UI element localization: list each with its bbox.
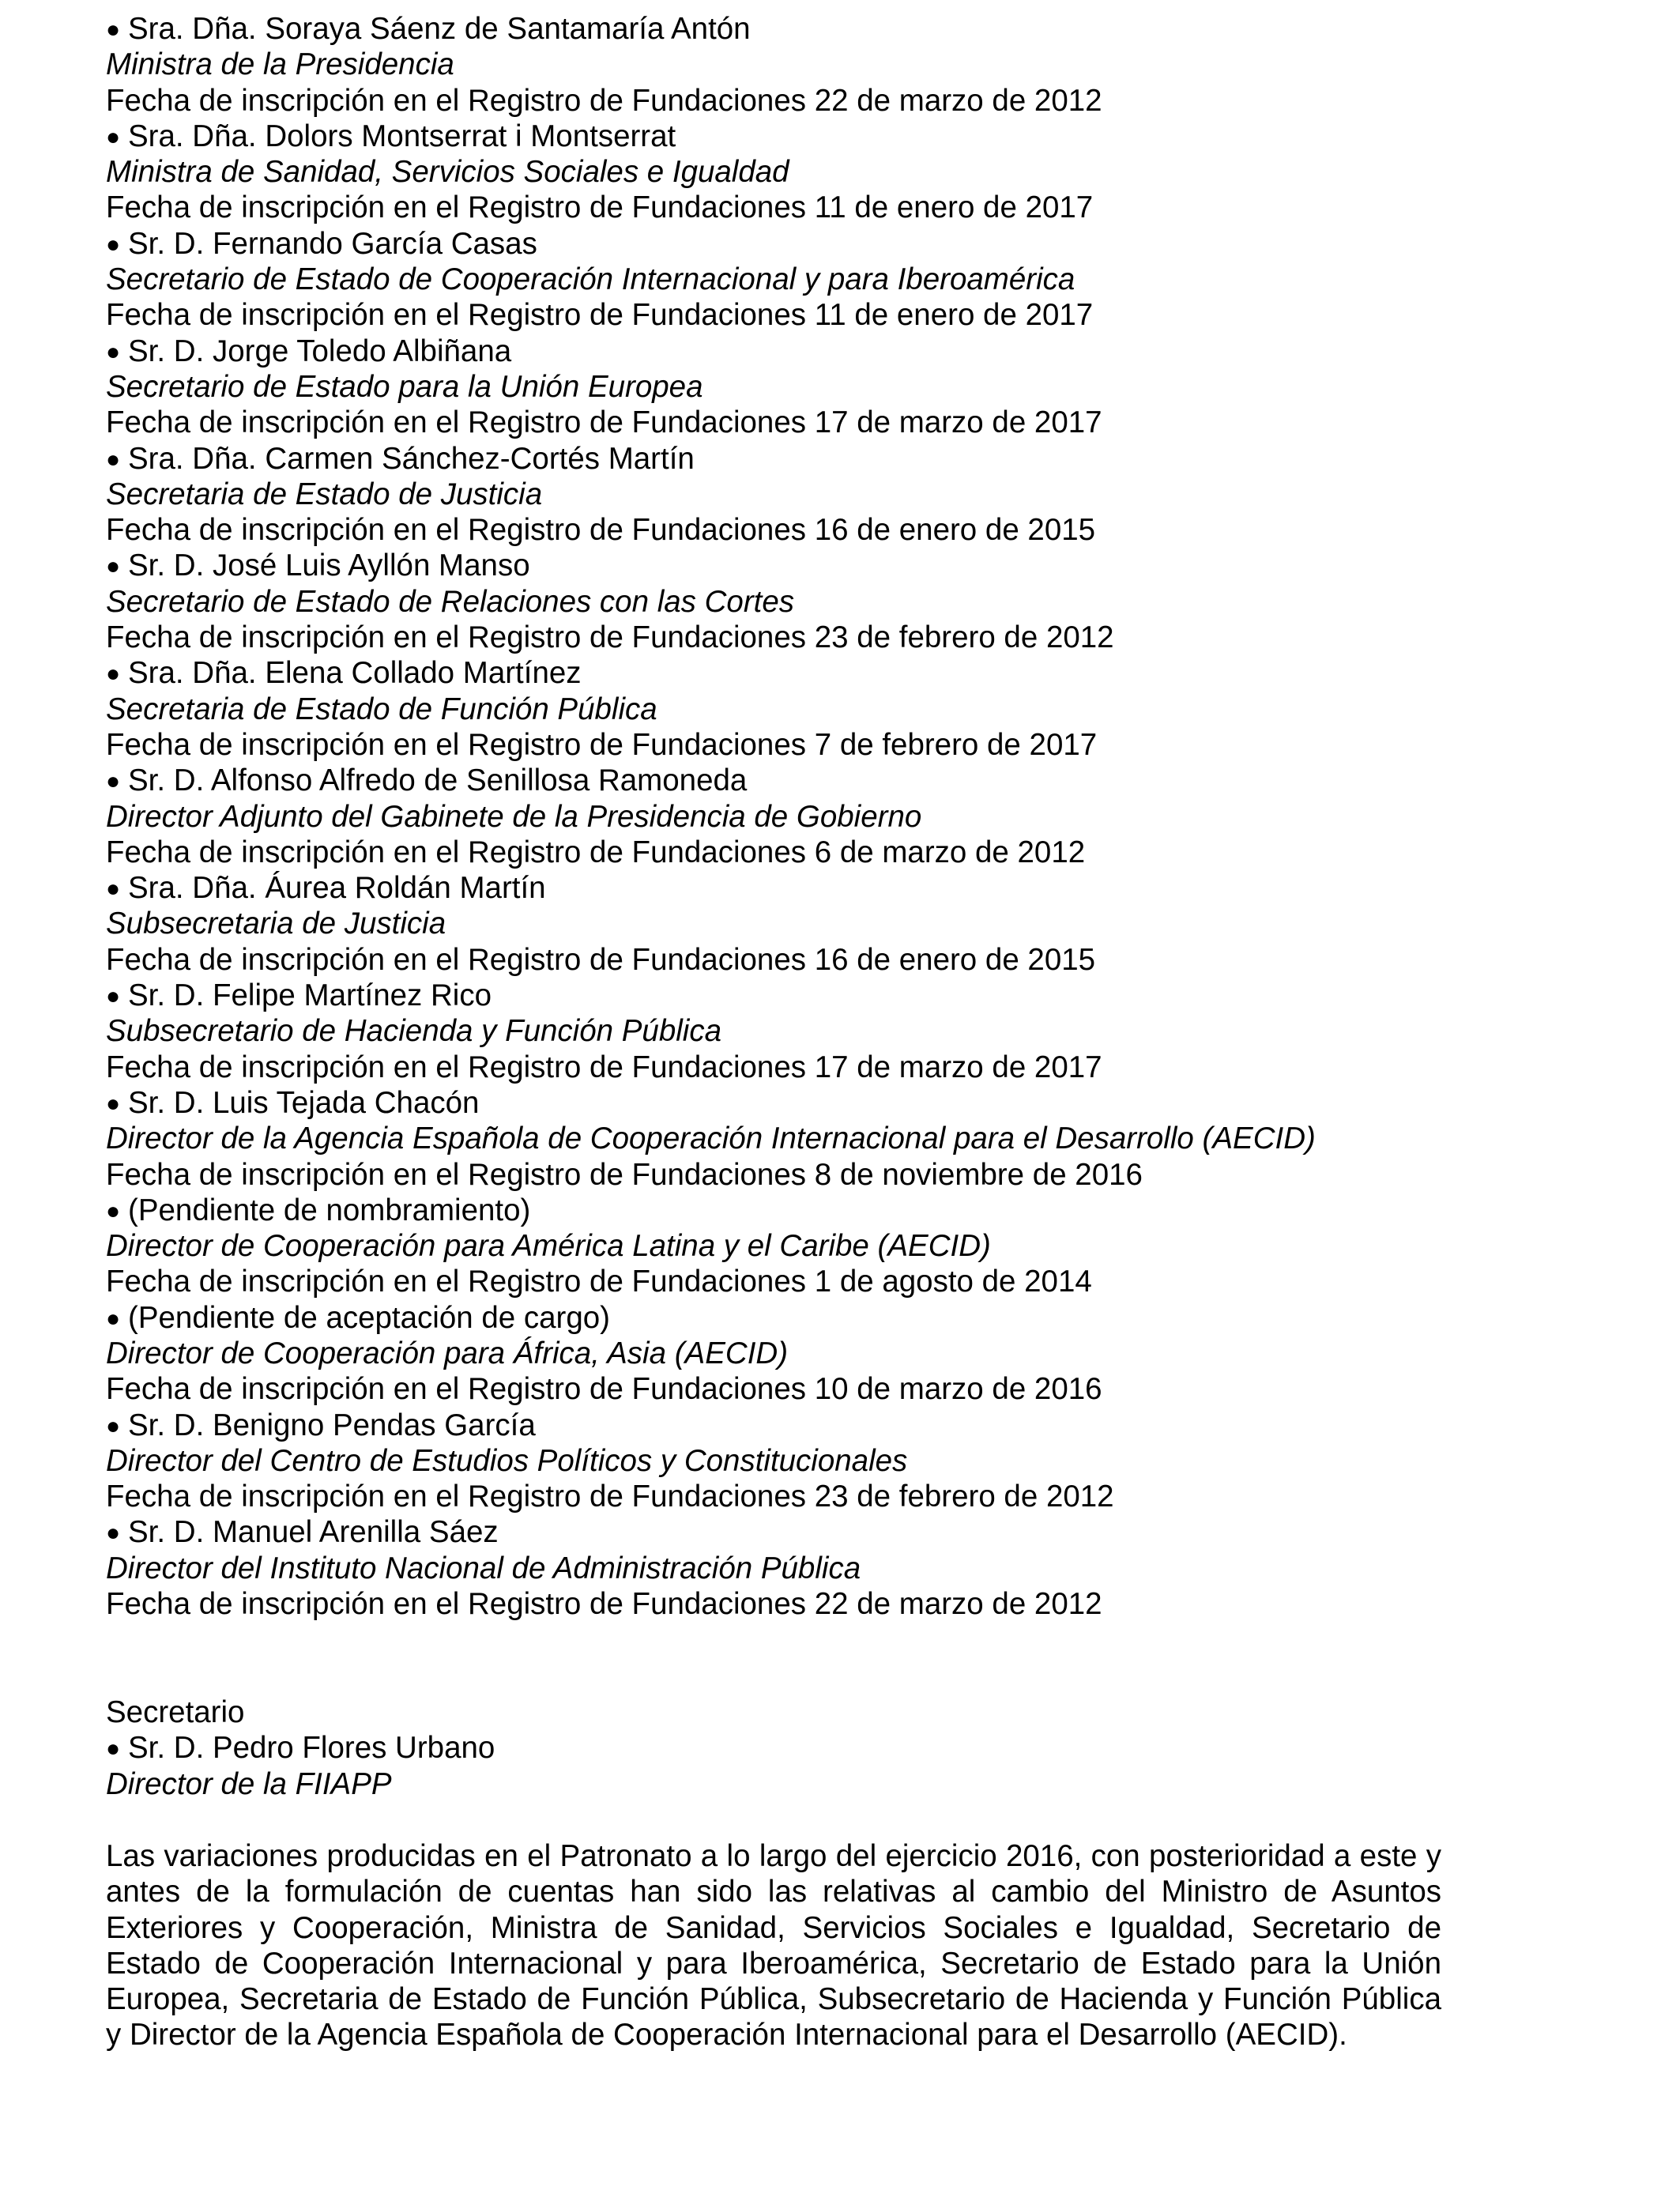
member-name: Sra. Dña. Dolors Montserrat i Montserrat — [128, 119, 676, 153]
member-name-line — [106, 334, 1576, 369]
member-name-line — [106, 226, 1576, 262]
member-name: Sr. D. Benigno Pendas García — [128, 1408, 536, 1442]
member-registration-date: Fecha de inscripción en el Registro de Fundaciones 1 de agosto de 2014 — [106, 1265, 1092, 1299]
member-name-line — [106, 441, 1576, 477]
bullet-icon: ● — [106, 661, 121, 688]
member-entry — [106, 655, 1576, 763]
bullet-icon: ● — [106, 123, 121, 150]
member-name-line — [106, 1193, 1576, 1228]
bullet-icon: ● — [106, 1197, 121, 1224]
secretary-heading: Secretario — [106, 1695, 245, 1729]
member-entry — [106, 119, 1576, 226]
bullet-icon: ● — [106, 1736, 121, 1762]
bullet-icon: ● — [106, 446, 121, 473]
member-position: Director del Instituto Nacional de Administración Pública — [106, 1551, 861, 1585]
member-entry — [106, 1300, 1576, 1408]
member-registration-date: Fecha de inscripción en el Registro de Fundaciones 10 de marzo de 2016 — [106, 1372, 1102, 1407]
member-entry — [106, 1514, 1576, 1622]
member-name-line — [106, 11, 1576, 47]
member-name-line — [106, 1408, 1576, 1443]
member-position: Director de Cooperación para África, Asia (AECID) — [106, 1336, 789, 1370]
member-name-line — [106, 763, 1576, 798]
secretary-name: Sr. D. Pedro Flores Urbano — [128, 1731, 495, 1766]
bullet-icon: ● — [106, 876, 121, 903]
member-position: Secretario de Estado de Cooperación Internacional y para Iberoamérica — [106, 262, 1075, 297]
member-position: Director de Cooperación para América Latina y el Caribe (AECID) — [106, 1229, 991, 1264]
member-registration-date: Fecha de inscripción en el Registro de Fundaciones 17 de marzo de 2017 — [106, 405, 1102, 440]
member-name: Sr. D. Alfonso Alfredo de Senillosa Ramoneda — [128, 763, 748, 798]
member-entry — [106, 226, 1576, 334]
member-position: Secretario de Estado para la Unión Europea — [106, 369, 703, 404]
member-entry — [106, 334, 1576, 441]
member-position: Director de la Agencia Española de Cooperación Internacional para el Desarrollo (AECID) — [106, 1122, 1316, 1156]
member-registration-date: Fecha de inscripción en el Registro de Fundaciones 22 de marzo de 2012 — [106, 83, 1102, 118]
member-name: Sra. Dña. Áurea Roldán Martín — [128, 871, 546, 906]
bullet-icon: ● — [106, 1412, 121, 1439]
member-name-line — [106, 655, 1576, 691]
member-position: Ministra de Sanidad, Servicios Sociales e Igualdad — [106, 155, 789, 190]
bullet-icon: ● — [106, 983, 121, 1010]
bullet-icon: ● — [106, 553, 121, 580]
member-registration-date: Fecha de inscripción en el Registro de Fundaciones 8 de noviembre de 2016 — [106, 1157, 1143, 1192]
member-name-line — [106, 1514, 1576, 1550]
member-entry — [106, 1408, 1576, 1515]
bullet-icon: ● — [106, 338, 121, 365]
bullet-icon: ● — [106, 1305, 121, 1332]
member-name: Sra. Dña. Soraya Sáenz de Santamaría Antón — [128, 12, 751, 46]
member-position: Director Adjunto del Gabinete de la Presidencia de Gobierno — [106, 799, 922, 834]
member-position: Director del Centro de Estudios Políticos y Constitucionales — [106, 1443, 908, 1478]
member-name: Sr. D. Manuel Arenilla Sáez — [128, 1515, 499, 1550]
member-position: Ministra de la Presidencia — [106, 47, 454, 82]
secretary-name-line — [106, 1730, 1576, 1766]
member-registration-date: Fecha de inscripción en el Registro de Fundaciones 22 de marzo de 2012 — [106, 1587, 1102, 1622]
member-registration-date: Fecha de inscripción en el Registro de Fundaciones 11 de enero de 2017 — [106, 190, 1094, 225]
member-registration-date: Fecha de inscripción en el Registro de Fundaciones 23 de febrero de 2012 — [106, 620, 1114, 655]
member-entry — [106, 11, 1576, 119]
bullet-icon: ● — [106, 231, 121, 258]
secretary-position: Director de la FIIAPP — [106, 1766, 392, 1801]
member-name-line — [106, 548, 1576, 583]
member-name: Sr. D. Fernando García Casas — [128, 226, 537, 261]
member-name-line — [106, 119, 1576, 154]
member-name-line — [106, 1300, 1576, 1336]
member-name: (Pendiente de nombramiento) — [128, 1193, 531, 1227]
member-registration-date: Fecha de inscripción en el Registro de Fundaciones 7 de febrero de 2017 — [106, 727, 1098, 762]
member-registration-date: Fecha de inscripción en el Registro de Fundaciones 23 de febrero de 2012 — [106, 1480, 1114, 1514]
bullet-icon: ● — [106, 1520, 121, 1547]
member-entry — [106, 1085, 1576, 1193]
member-registration-date: Fecha de inscripción en el Registro de Fundaciones 6 de marzo de 2012 — [106, 835, 1086, 869]
variations-paragraph: Las variaciones producidas en el Patronato a lo largo del ejercicio 2016, con posterioridad a este y antes de la formulación de cuentas han sido las relativas al cambio del Ministro de Asuntos Exteriores y Cooperación, Ministra de Sanidad, Servicios Sociales e Igualdad, Secretario de Estado de Cooperación Internacional y para Iberoamérica, Secretario de Estado para la Unión Europea, Secretaria de Estado de Función Pública, Subsecretario de Hacienda y Función Pública y Director de la Agencia Española de Cooperación Internacional para el Desarrollo (AECID). — [106, 1839, 1441, 2053]
member-name: Sr. D. José Luis Ayllón Manso — [128, 548, 530, 583]
member-position: Subsecretaria de Justicia — [106, 907, 446, 941]
member-name: Sr. D. Jorge Toledo Albiñana — [128, 334, 512, 368]
patronato-members-list — [106, 11, 1576, 1622]
member-position: Secretaria de Estado de Justicia — [106, 477, 543, 511]
member-name-line — [106, 1085, 1576, 1121]
member-entry — [106, 763, 1576, 870]
member-entry — [106, 441, 1576, 548]
member-registration-date: Fecha de inscripción en el Registro de Fundaciones 11 de enero de 2017 — [106, 298, 1094, 333]
member-position: Subsecretario de Hacienda y Función Pública — [106, 1014, 722, 1049]
member-registration-date: Fecha de inscripción en el Registro de Fundaciones 16 de enero de 2015 — [106, 942, 1096, 977]
member-name-line — [106, 870, 1576, 906]
member-registration-date: Fecha de inscripción en el Registro de Fundaciones 17 de marzo de 2017 — [106, 1050, 1102, 1084]
member-name: Sr. D. Luis Tejada Chacón — [128, 1085, 480, 1120]
member-entry — [106, 1193, 1576, 1300]
bullet-icon: ● — [106, 768, 121, 795]
member-name: Sra. Dña. Elena Collado Martínez — [128, 656, 582, 691]
member-name: Sr. D. Felipe Martínez Rico — [128, 978, 492, 1013]
member-name: (Pendiente de aceptación de cargo) — [128, 1300, 611, 1335]
member-registration-date: Fecha de inscripción en el Registro de Fundaciones 16 de enero de 2015 — [106, 513, 1096, 548]
member-entry — [106, 978, 1576, 1085]
member-entry — [106, 548, 1576, 655]
member-name: Sra. Dña. Carmen Sánchez-Cortés Martín — [128, 441, 695, 476]
secretary-section — [106, 1695, 1576, 1802]
bullet-icon: ● — [106, 1090, 121, 1117]
member-name-line — [106, 978, 1576, 1013]
member-entry — [106, 870, 1576, 978]
bullet-icon: ● — [106, 17, 121, 43]
member-position: Secretaria de Estado de Función Pública — [106, 692, 657, 726]
member-position: Secretario de Estado de Relaciones con las Cortes — [106, 584, 795, 619]
